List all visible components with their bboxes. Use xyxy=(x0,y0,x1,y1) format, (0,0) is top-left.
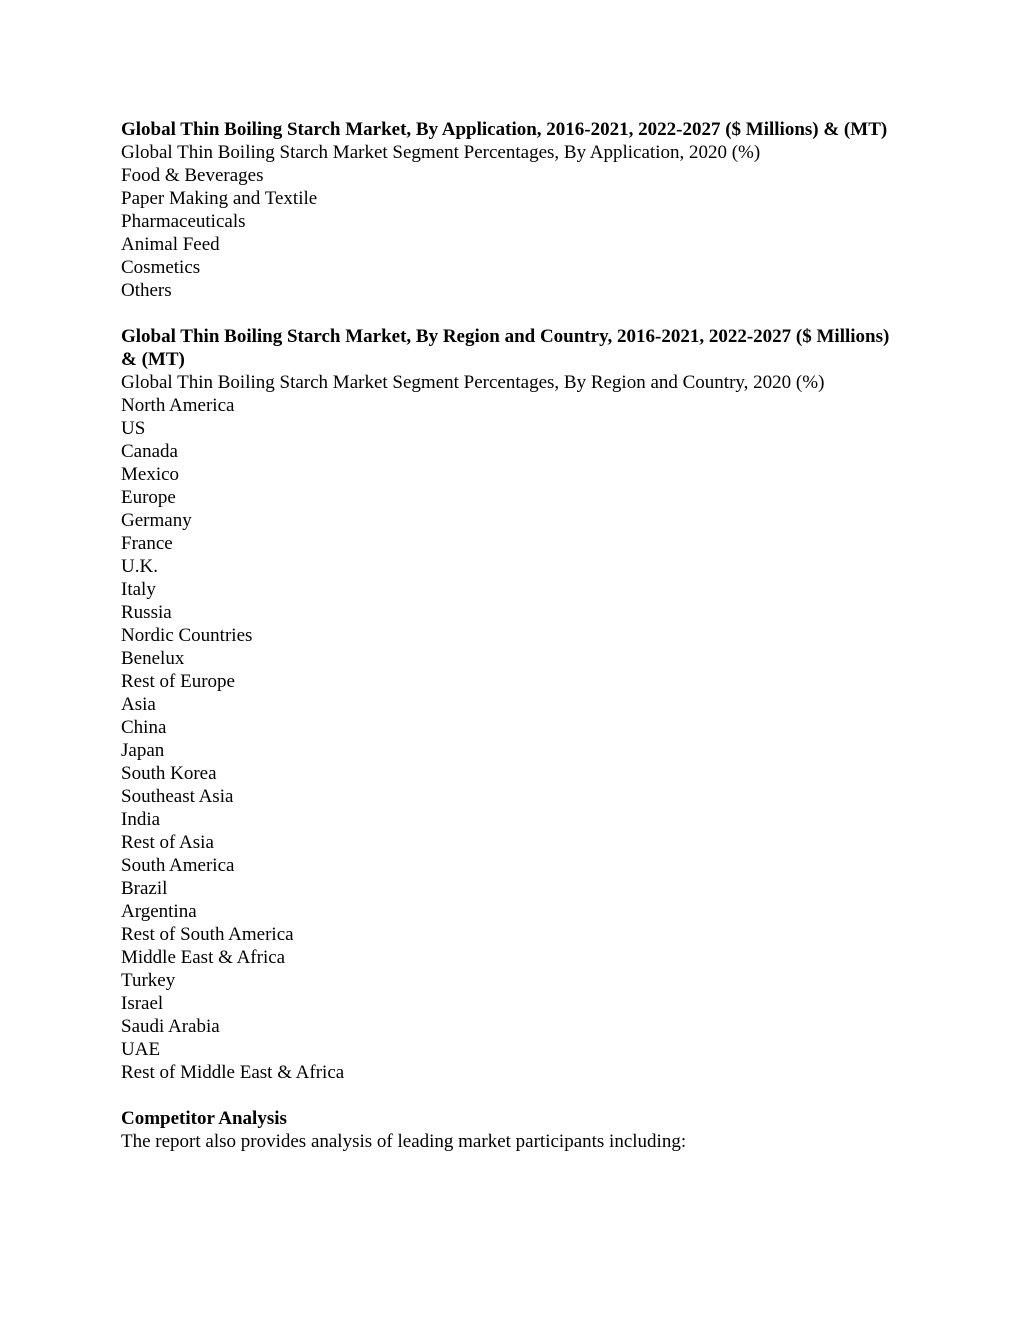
list-item: Rest of Europe xyxy=(121,671,235,692)
spacer xyxy=(121,1084,896,1107)
list-item: Turkey xyxy=(121,970,176,991)
list-item: Rest of Middle East & Africa xyxy=(121,1062,345,1083)
list-item: Argentina xyxy=(121,901,197,922)
list-item: Nordic Countries xyxy=(121,625,253,646)
list-item: China xyxy=(121,717,167,738)
list-item: Mexico xyxy=(121,464,180,485)
competitor-text: The report also provides analysis of leading market participants including: xyxy=(121,1131,687,1152)
list-item: Asia xyxy=(121,694,156,715)
list-item: Brazil xyxy=(121,878,168,899)
list-item: South Korea xyxy=(121,763,217,784)
competitor-section xyxy=(121,1107,896,1153)
region-subheading: Global Thin Boiling Starch Market Segment Percentages, By Region and Country, 2020 (%) xyxy=(121,372,825,393)
list-item: Canada xyxy=(121,441,178,462)
list-item: France xyxy=(121,533,173,554)
list-item: South America xyxy=(121,855,235,876)
list-item: Animal Feed xyxy=(121,234,220,255)
list-item: Others xyxy=(121,280,172,301)
list-item: U.K. xyxy=(121,556,158,577)
list-item: Food & Beverages xyxy=(121,165,264,186)
application-list xyxy=(121,164,896,302)
application-heading: Global Thin Boiling Starch Market, By Application, 2016-2021, 2022-2027 ($ Millions) & (MT) xyxy=(121,119,888,140)
spacer xyxy=(121,302,896,325)
region-heading: Global Thin Boiling Starch Market, By Region and Country, 2016-2021, 2022-2027 ($ Millions) & (MT) xyxy=(121,326,890,370)
list-item: Israel xyxy=(121,993,164,1014)
list-item: Russia xyxy=(121,602,172,623)
list-item: North America xyxy=(121,395,235,416)
list-item: Italy xyxy=(121,579,156,600)
application-section xyxy=(121,118,896,302)
list-item: Germany xyxy=(121,510,192,531)
list-item: Japan xyxy=(121,740,165,761)
list-item: Rest of Asia xyxy=(121,832,214,853)
region-list xyxy=(121,394,896,1084)
list-item: Saudi Arabia xyxy=(121,1016,220,1037)
list-item: US xyxy=(121,418,146,439)
list-item: Rest of South America xyxy=(121,924,294,945)
document-page xyxy=(121,118,896,1153)
list-item: Cosmetics xyxy=(121,257,201,278)
list-item: Europe xyxy=(121,487,176,508)
list-item: Middle East & Africa xyxy=(121,947,286,968)
list-item: Pharmaceuticals xyxy=(121,211,246,232)
list-item: Paper Making and Textile xyxy=(121,188,318,209)
competitor-heading: Competitor Analysis xyxy=(121,1108,287,1129)
application-subheading: Global Thin Boiling Starch Market Segment Percentages, By Application, 2020 (%) xyxy=(121,142,761,163)
list-item: Southeast Asia xyxy=(121,786,234,807)
list-item: India xyxy=(121,809,161,830)
list-item: UAE xyxy=(121,1039,161,1060)
region-section xyxy=(121,325,896,1084)
list-item: Benelux xyxy=(121,648,185,669)
